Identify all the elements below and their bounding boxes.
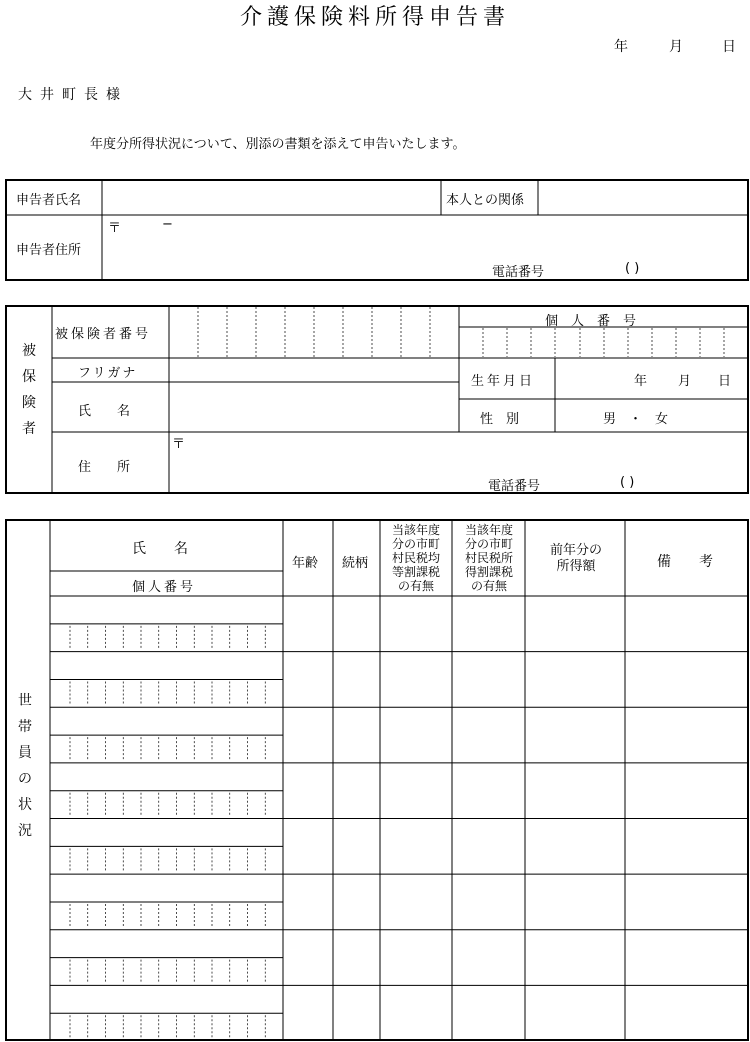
hh-relation-field[interactable] bbox=[333, 819, 380, 875]
date-year: 年 bbox=[614, 39, 628, 55]
hh-income-tax-field[interactable] bbox=[452, 930, 525, 986]
hh-remarks-field[interactable] bbox=[625, 874, 749, 930]
hh-equal-tax-field[interactable] bbox=[380, 596, 452, 652]
applicant-phone-label: 電話番号 bbox=[492, 265, 545, 280]
hh-age-field[interactable] bbox=[283, 930, 333, 986]
hh-relation-field[interactable] bbox=[333, 930, 380, 986]
hh-personal-number-header: 個人番号 bbox=[132, 580, 197, 595]
hh-prev-income-field[interactable] bbox=[525, 763, 625, 819]
hh-relation-field[interactable] bbox=[333, 874, 380, 930]
intro-text: 年度分所得状況について、別添の書類を添えて申告いたします。 bbox=[90, 137, 466, 152]
hh-name-field[interactable] bbox=[50, 819, 283, 847]
hh-relation-field[interactable] bbox=[333, 763, 380, 819]
hh-remarks-header: 備 考 bbox=[657, 554, 713, 570]
insured-phone-label: 電話番号 bbox=[488, 479, 541, 494]
hh-personal-number-field[interactable] bbox=[50, 624, 283, 652]
hh-equal-tax-header: 当該年度 分の市町 村民税均 等割課税 の有無 bbox=[391, 523, 440, 593]
hh-remarks-field[interactable] bbox=[625, 930, 749, 986]
hh-prev-income-header: 前年分の 所得額 bbox=[549, 543, 602, 574]
hh-prev-income-field[interactable] bbox=[525, 874, 625, 930]
applicant-postal-mark: 〒 bbox=[108, 221, 122, 236]
date-month: 月 bbox=[669, 39, 683, 55]
hh-income-tax-field[interactable] bbox=[452, 874, 525, 930]
hh-name-field[interactable] bbox=[50, 652, 283, 680]
hh-relation-header: 続柄 bbox=[342, 556, 369, 571]
hh-equal-tax-field[interactable] bbox=[380, 652, 452, 708]
hh-equal-tax-field[interactable] bbox=[380, 763, 452, 819]
hh-income-tax-field[interactable] bbox=[452, 707, 525, 763]
hh-personal-number-field[interactable] bbox=[50, 1013, 283, 1041]
hh-relation-field[interactable] bbox=[333, 707, 380, 763]
insured-side-label: 被 保 険 者 bbox=[22, 343, 36, 437]
birth-month: 月 bbox=[678, 374, 692, 389]
personal-number-label: 個 人 番 号 bbox=[545, 314, 637, 329]
date-day: 日 bbox=[722, 39, 736, 55]
hh-prev-income-field[interactable] bbox=[525, 652, 625, 708]
insured-number-label: 被保険者番号 bbox=[55, 327, 152, 342]
gender-label: 性 別 bbox=[480, 412, 520, 427]
hh-age-header: 年齢 bbox=[292, 556, 319, 571]
hh-relation-field[interactable] bbox=[333, 652, 380, 708]
insured-address-label: 住 所 bbox=[78, 460, 131, 475]
hh-equal-tax-field[interactable] bbox=[380, 707, 452, 763]
hh-age-field[interactable] bbox=[283, 652, 333, 708]
hh-name-field[interactable] bbox=[50, 874, 283, 902]
applicant-phone-parens: ( ) bbox=[625, 261, 640, 276]
hh-income-tax-field[interactable] bbox=[452, 596, 525, 652]
hh-age-field[interactable] bbox=[283, 985, 333, 1041]
hh-age-field[interactable] bbox=[283, 763, 333, 819]
applicant-postal-dash: − bbox=[162, 217, 173, 232]
birth-year: 年 bbox=[634, 374, 648, 389]
hh-equal-tax-field[interactable] bbox=[380, 874, 452, 930]
hh-age-field[interactable] bbox=[283, 819, 333, 875]
hh-name-field[interactable] bbox=[50, 763, 283, 791]
birth-label: 生年月日 bbox=[471, 374, 536, 389]
hh-personal-number-field[interactable] bbox=[50, 791, 283, 819]
hh-remarks-field[interactable] bbox=[625, 596, 749, 652]
hh-age-field[interactable] bbox=[283, 596, 333, 652]
hh-name-field[interactable] bbox=[50, 707, 283, 735]
hh-prev-income-field[interactable] bbox=[525, 707, 625, 763]
hh-remarks-field[interactable] bbox=[625, 652, 749, 708]
hh-age-field[interactable] bbox=[283, 707, 333, 763]
addressee: 大井町長様 bbox=[18, 87, 128, 103]
hh-remarks-field[interactable] bbox=[625, 707, 749, 763]
hh-personal-number-field[interactable] bbox=[50, 958, 283, 986]
hh-prev-income-field[interactable] bbox=[525, 985, 625, 1041]
insured-postal-mark: 〒 bbox=[172, 437, 186, 452]
birth-day: 日 bbox=[718, 374, 732, 389]
hh-personal-number-field[interactable] bbox=[50, 902, 283, 930]
hh-equal-tax-field[interactable] bbox=[380, 985, 452, 1041]
hh-income-tax-field[interactable] bbox=[452, 985, 525, 1041]
applicant-name-label: 申告者氏名 bbox=[16, 193, 82, 208]
hh-prev-income-field[interactable] bbox=[525, 930, 625, 986]
insured-phone-parens: ( ) bbox=[620, 475, 635, 490]
relation-label: 本人との関係 bbox=[446, 193, 525, 208]
hh-remarks-field[interactable] bbox=[625, 985, 749, 1041]
hh-relation-field[interactable] bbox=[333, 596, 380, 652]
hh-personal-number-field[interactable] bbox=[50, 735, 283, 763]
hh-name-field[interactable] bbox=[50, 985, 283, 1013]
hh-prev-income-field[interactable] bbox=[525, 819, 625, 875]
hh-income-tax-field[interactable] bbox=[452, 652, 525, 708]
hh-prev-income-field[interactable] bbox=[525, 596, 625, 652]
household-side-label: 世 帯 員 の 状 況 bbox=[18, 693, 32, 839]
hh-name-field[interactable] bbox=[50, 596, 283, 624]
page-title: 介護保険料所得申告書 bbox=[239, 5, 510, 30]
hh-income-tax-field[interactable] bbox=[452, 763, 525, 819]
hh-income-tax-header: 当該年度 分の市町 村民税所 得割課税 の有無 bbox=[464, 523, 513, 593]
gender-options[interactable]: 男 ・ 女 bbox=[603, 412, 669, 427]
hh-remarks-field[interactable] bbox=[625, 819, 749, 875]
hh-equal-tax-field[interactable] bbox=[380, 930, 452, 986]
insured-name-label: 氏 名 bbox=[78, 404, 131, 419]
hh-personal-number-field[interactable] bbox=[50, 846, 283, 874]
applicant-address-label: 申告者住所 bbox=[16, 243, 82, 258]
hh-income-tax-field[interactable] bbox=[452, 819, 525, 875]
furigana-label: フリガナ bbox=[78, 366, 138, 381]
hh-equal-tax-field[interactable] bbox=[380, 819, 452, 875]
hh-name-field[interactable] bbox=[50, 930, 283, 958]
hh-personal-number-field[interactable] bbox=[50, 679, 283, 707]
hh-relation-field[interactable] bbox=[333, 985, 380, 1041]
hh-remarks-field[interactable] bbox=[625, 763, 749, 819]
hh-age-field[interactable] bbox=[283, 874, 333, 930]
hh-name-header: 氏 名 bbox=[132, 541, 188, 557]
